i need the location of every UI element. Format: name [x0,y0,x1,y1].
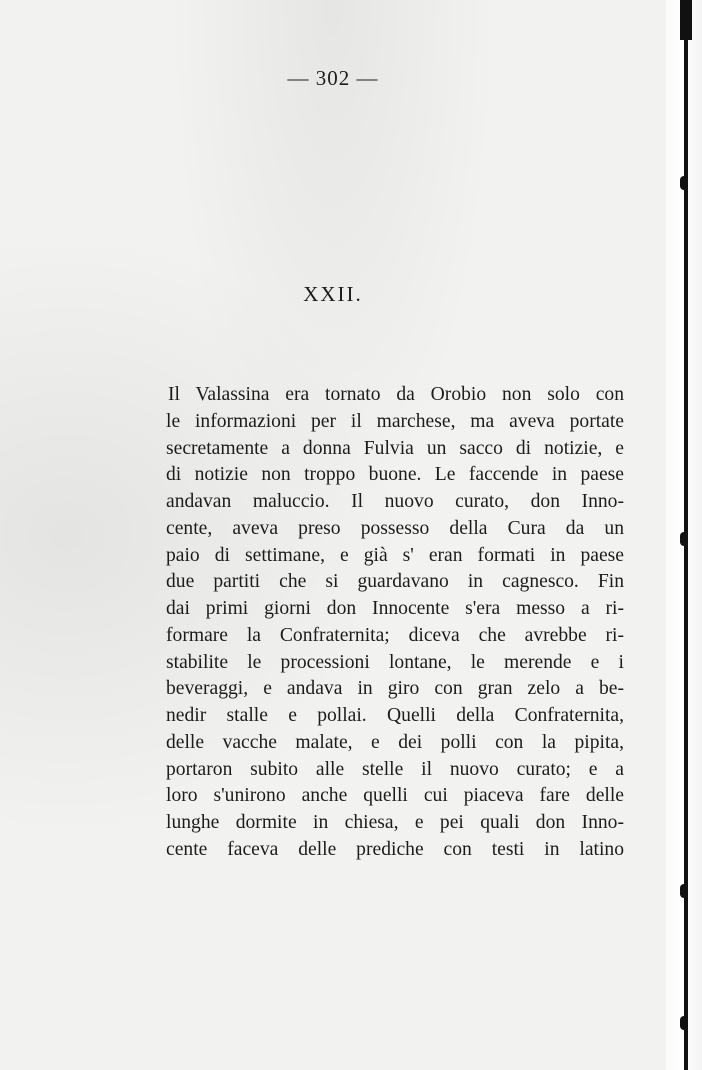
binding-mark [680,532,688,546]
text-line: paio di settimane, e già s' eran formati in paese [166,544,624,566]
text-line: andavan maluccio. Il nuovo curato, don Inno- [166,491,624,512]
text-line: secretamente a donna Fulvia un sacco di notizie, e [166,437,624,459]
binding-mark [680,884,688,898]
text-line: cente faceva delle prediche con testi in latino [166,838,624,860]
binding-mark [680,176,688,190]
text-line: beveraggi, e andava in giro con gran zelo a be- [166,678,624,700]
text-line: le informazioni per il marchese, ma aveva portate [166,410,624,432]
page-number: — 302 — [287,66,379,90]
text-line: stabilite le processioni lontane, le merende e i [166,651,624,673]
binding-mark [680,1016,688,1030]
text-line: Il Valassina era tornato da Orobio non solo con [168,384,624,405]
text-line: dai primi giorni don Innocente s'era messo a ri- [166,598,624,619]
text-line: loro s'unirono anche quelli cui piaceva fare delle [166,785,624,807]
chapter-heading: XXII. [303,282,363,306]
text-line: due partiti che si guardavano in cagnesco. Fin [166,571,624,593]
text-line: lunghe dormite in chiesa, e pei quali don Inno- [166,812,624,833]
text-line: formare la Confraternita; diceva che avrebbe ri- [166,624,624,646]
text-line: di notizie non troppo buone. Le faccende in paese [166,464,624,486]
text-line: cente, aveva preso possesso della Cura da un [166,517,624,539]
body-text [166,382,624,864]
text-line: delle vacche malate, e dei polli con la pipita, [166,731,624,753]
text-line: nedir stalle e pollai. Quelli della Confraternita, [166,705,624,726]
text-line: portaron subito alle stelle il nuovo curato; e a [166,758,624,780]
